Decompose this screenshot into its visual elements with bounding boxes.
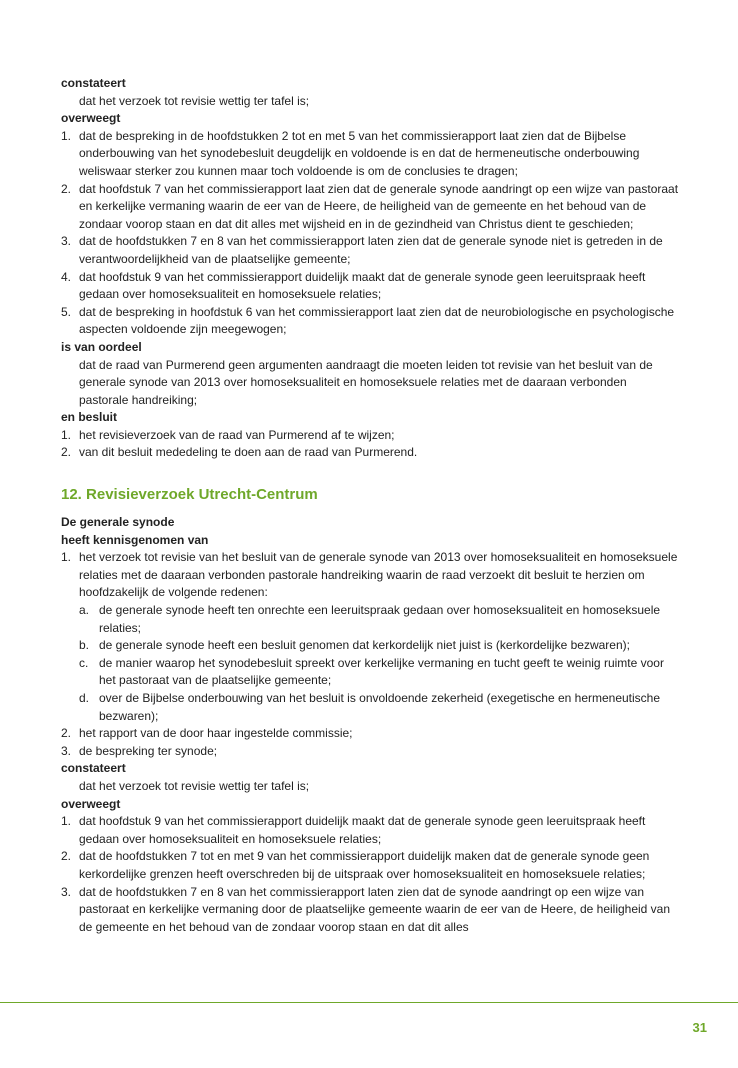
list-number: 2. (61, 181, 72, 196)
list-item (61, 725, 679, 743)
page-number: 31 (692, 1020, 707, 1035)
heading-overweegt: overweegt (61, 796, 121, 811)
paragraph-constateert: dat het verzoek tot revisie wettig ter tafel is; (79, 93, 310, 108)
list-letter: b. (79, 638, 90, 653)
list-overweegt (61, 813, 679, 936)
document-body (61, 75, 679, 936)
list-item (61, 444, 679, 462)
list-text: de generale synode heeft ten onrechte een leeruitspraak gedaan over homoseksualiteit en homoseksuele relaties; (99, 603, 661, 635)
list-overweegt (61, 128, 679, 339)
list-text: het revisieverzoek van de raad van Purmerend af te wijzen; (79, 427, 395, 442)
list-number: 1. (61, 814, 72, 829)
list-text: de bespreking ter synode; (79, 743, 218, 758)
section-title: 12. Revisieverzoek Utrecht-Centrum (61, 486, 318, 504)
list-text: over de Bijbelse onderbouwing van het besluit is onvoldoende zekerheid (exegetische en hermeneutische bezwaren); (99, 691, 661, 723)
list-letter: d. (79, 691, 90, 705)
heading-constateert: constateert (61, 76, 126, 90)
list-item (61, 427, 679, 445)
list-text: dat de hoofdstukken 7 en 8 van het commissierapport laten zien dat de generale synode niet is getreden in de verantwoordelijkheid van de plaatselijke gemeente; (79, 234, 663, 266)
list-item (61, 128, 679, 181)
footer-divider (0, 1002, 738, 1003)
list-item (61, 269, 679, 304)
list-text: de manier waarop het synodebesluit spreekt over kerkelijke vermaning en tucht geeft te weinig ruimte voor het pastoraat van de plaatselijke gemeente; (99, 655, 664, 688)
list-number: 2. (61, 849, 72, 864)
list-text: dat hoofdstuk 9 van het commissierapport duidelijk maakt dat de generale synode geen leeruitspraak heeft gedaan over homoseksualiteit en homoseksuele relaties; (79, 814, 646, 846)
list-number: 3. (61, 234, 72, 249)
list-item (61, 884, 679, 937)
list-item (61, 848, 679, 883)
list-letter: c. (79, 655, 89, 670)
list-text: dat de hoofdstukken 7 tot en met 9 van het commissierapport duidelijk maken dat de generale synode geen kerkordelijke grenzen heeft overschreden bij de uitspraak over homoseksualiteit en homoseksuele relaties; (79, 849, 650, 881)
list-number: 5. (61, 304, 72, 319)
list-item (61, 549, 679, 725)
list-number: 3. (61, 884, 72, 899)
paragraph-is-van-oordeel: dat de raad van Purmerend geen argumenten aandraagt die moeten leiden tot revisie van het besluit van de generale synode van 2013 over homoseksualiteit en homoseksuele relaties met de daaraan verbonden pastorale handreiking; (79, 357, 653, 407)
list-text: van dit besluit mededeling te doen aan de raad van Purmerend. (79, 445, 418, 460)
list-en-besluit (61, 427, 679, 462)
heading-en-besluit: en besluit (61, 410, 118, 425)
list-text: dat hoofdstuk 7 van het commissierapport laat zien dat de generale synode aandringt op een wijze van pastoraat en kerkelijke vermaning waarin de eer van de Heere, de heiligheid van de gemeente en het behoud van de zondaar voorop staan en dat dit alles met wijsheid en in de gezindheid van Christus dient te geschieden; (79, 181, 679, 231)
paragraph-constateert: dat het verzoek tot revisie wettig ter tafel is; (79, 778, 310, 793)
list-item (61, 181, 679, 234)
heading-constateert: constateert (61, 761, 126, 776)
list-item (61, 813, 679, 848)
list-number: 1. (61, 550, 72, 565)
sub-list-item (79, 637, 679, 655)
sub-list (79, 602, 679, 725)
list-item (61, 304, 679, 339)
sub-list-item (79, 690, 679, 725)
intro-line: De generale synode (61, 515, 175, 530)
list-item (61, 743, 679, 761)
list-number: 2. (61, 445, 72, 460)
list-text: de generale synode heeft een besluit genomen dat kerkordelijk niet juist is (kerkordelijke bezwaren); (99, 638, 630, 653)
list-kennisgenomen (61, 549, 679, 760)
list-text: het verzoek tot revisie van het besluit van de generale synode van 2013 over homoseksualiteit en homoseksuele relaties met de daaraan verbonden pastorale handreiking waarin de raad verzoekt dit besluit te herzien om hoofdzakelijk de volgende redenen: (79, 550, 678, 600)
list-number: 4. (61, 269, 72, 284)
list-number: 1. (61, 128, 72, 143)
list-number: 3. (61, 743, 72, 758)
heading-kennisgenomen: heeft kennisgenomen van (61, 532, 209, 547)
list-number: 2. (61, 726, 72, 741)
list-text: dat hoofdstuk 9 van het commissierapport duidelijk maakt dat de generale synode geen leeruitspraak heeft gedaan over homoseksualiteit en homoseksuele relaties; (79, 269, 646, 302)
list-text: dat de hoofdstukken 7 en 8 van het commissierapport laten zien dat de synode aandringt op een wijze van pastoraat en kerkelijke vermaning door de plaatselijke gemeente waarin de eer van de Heere, de heiligheid van de gemeente en het behoud van de zondaar voorop staan en dat dit alles (79, 884, 671, 934)
sub-list-item (79, 602, 679, 637)
list-text: dat de bespreking in hoofdstuk 6 van het commissierapport laat zien dat de neurobiologische en psychologische aspecten voldoende zijn meegewogen; (79, 304, 675, 337)
sub-list-item (79, 655, 679, 690)
list-letter: a. (79, 603, 90, 618)
list-item (61, 233, 679, 268)
list-text: het rapport van de door haar ingestelde commissie; (79, 726, 353, 741)
heading-is-van-oordeel: is van oordeel (61, 339, 142, 354)
list-text: dat de bespreking in de hoofdstukken 2 tot en met 5 van het commissierapport laat zien dat de Bijbelse onderbouwing van het synodebesluit deugdelijk en voldoende is en dat de hermeneutische onderbouwing weliswaar sterker zou kunnen maar toch voldoende is om de conclusies te dragen; (79, 128, 640, 178)
list-number: 1. (61, 427, 72, 442)
heading-overweegt: overweegt (61, 111, 121, 126)
